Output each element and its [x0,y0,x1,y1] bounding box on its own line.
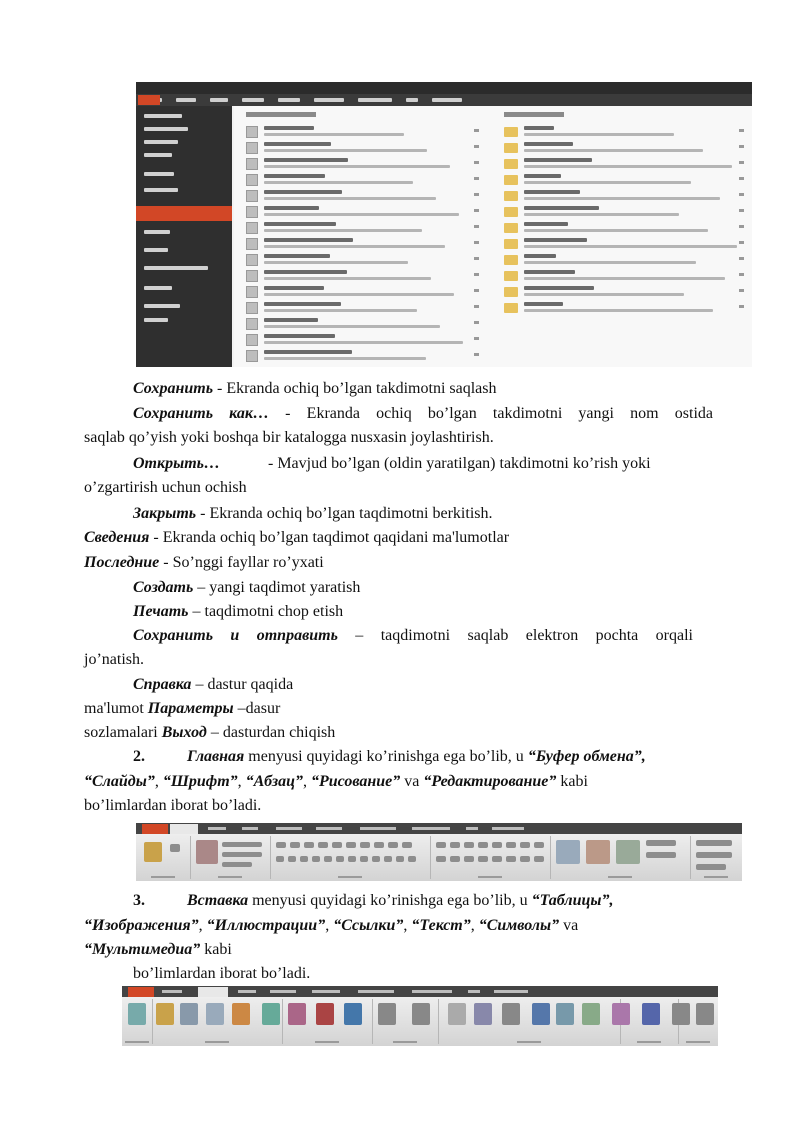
ribbon-button-icon [696,840,732,846]
file-name-line [264,174,325,178]
ribbon-button-icon [360,856,368,862]
pin-icon [474,177,479,180]
ribbon-button-icon [464,842,474,848]
ribbon-button-icon [612,1003,630,1025]
pin-icon [739,129,744,132]
folder-name-line [524,238,587,242]
ribbon-button-icon [582,1003,600,1025]
section-3-line1: Вставка menyusi quyidagi ko’rinishga ega bo’lib, u “Таблицы”, [187,892,614,909]
presentation-file-icon [246,174,258,186]
ribbon-button-icon [464,856,474,862]
item-save-as-line1: Сохранить как… - Ekranda ochiq bo’lgan takdimotni yangi nom ostida [133,405,713,422]
pin-icon [474,193,479,196]
ribbon-group-label [393,1041,417,1043]
ribbon-button-icon [506,842,516,848]
ribbon-group-label [608,876,632,878]
presentation-file-icon [246,254,258,266]
file-name-line [264,334,335,338]
folder-path-line [524,309,713,312]
folder-path-line [524,149,703,152]
folder-icon [504,207,518,217]
ribbon-button-icon [232,1003,250,1025]
file-path-line [264,133,404,136]
ribbon-button-icon [556,840,580,864]
ribbon-group-label [704,876,728,878]
folder-icon [504,191,518,201]
pin-icon [474,129,479,132]
ribbon-button-icon [374,842,384,848]
pin-icon [739,289,744,292]
pin-icon [474,337,479,340]
ribbon-button-icon [378,1003,396,1025]
ribbon-button-icon [312,856,320,862]
folder-name-line [524,222,568,226]
item-print: Печать – taqdimotni chop etish [133,603,344,620]
folder-name-line [524,142,573,146]
pin-icon [474,273,479,276]
item-open-term: Открыть… [133,455,220,472]
file-name-line [264,270,347,274]
pin-icon [474,321,479,324]
item-recent: Последние - So’nggi fayllar ro’yxati [84,554,324,571]
presentation-file-icon [246,270,258,282]
ribbon-button-icon [448,1003,466,1025]
presentation-file-icon [246,286,258,298]
pin-icon [739,305,744,308]
window-titlebar [136,82,752,94]
file-path-line [264,181,413,184]
ribbon-button-icon [556,1003,574,1025]
ribbon-group [430,836,551,879]
file-path-line [264,245,445,248]
item-open-line2: o’zgartirish uchun ochish [84,479,247,496]
section-2-number: 2. [133,748,145,765]
ribbon-button-icon [502,1003,520,1025]
presentation-file-icon [246,142,258,154]
folder-icon [504,239,518,249]
ribbon-group-label [686,1041,710,1043]
item-help: Справка – dastur qaqida [133,676,294,693]
pin-icon [739,225,744,228]
ribbon-button-icon [520,856,530,862]
file-path-line [264,293,454,296]
ribbon-button-icon [156,1003,174,1025]
file-path-line [264,277,431,280]
folder-name-line [524,174,561,178]
item-save: Сохранить - Ekranda ochiq bo’lgan takdimotni saqlash [133,380,497,397]
ribbon-button-icon [436,842,446,848]
presentation-file-icon [246,350,258,362]
ribbon-button-icon [300,856,308,862]
ribbon-button-icon [360,842,370,848]
ribbon-button-icon [586,840,610,864]
file-name-line [264,222,336,226]
ribbon-group-label [218,876,242,878]
pin-icon [739,209,744,212]
ribbon-button-icon [492,856,502,862]
file-path-line [264,357,426,360]
ribbon-button-icon [478,842,488,848]
folder-name-line [524,302,563,306]
file-path-line [264,229,422,232]
file-path-line [264,165,450,168]
presentation-file-icon [246,334,258,346]
backstage-screenshot [136,82,752,367]
ribbon-button-icon [128,1003,146,1025]
file-path-line [264,341,463,344]
presentation-file-icon [246,206,258,218]
file-name-line [264,142,331,146]
ribbon-button-icon [642,1003,660,1025]
section-3-line2: “Изображения”, “Иллюстрации”, “Ссылки”, “Текст”, “Символы” va [84,917,579,934]
pin-icon [739,161,744,164]
file-path-line [264,325,440,328]
insert-ribbon-screenshot [122,986,718,1046]
ribbon-button-icon [534,842,544,848]
ribbon-button-icon [222,862,252,867]
folder-name-line [524,158,592,162]
ribbon-button-icon [324,856,332,862]
ribbon-button-icon [696,852,732,858]
ribbon-button-icon [450,856,460,862]
folder-path-line [524,293,684,296]
folder-path-line [524,213,679,216]
folder-icon [504,127,518,137]
item-close: Закрыть - Ekranda ochiq bo’lgan taqdimotni berkitish. [133,505,493,522]
pin-icon [474,305,479,308]
ribbon-button-icon [520,842,530,848]
ribbon-group-label [637,1041,661,1043]
pin-icon [739,273,744,276]
ribbon-button-icon [408,856,416,862]
item-save-as-line2: saqlab qo’yish yoki boshqa bir katalogga nusxasin joylashtirish. [84,429,494,446]
presentation-file-icon [246,126,258,138]
ribbon-group-label [151,876,175,878]
ribbon-button-icon [222,842,262,847]
presentation-file-icon [246,302,258,314]
section-2-line3: bo’limlardan iborat bo’ladi. [84,797,262,814]
ribbon-button-icon [180,1003,198,1025]
folder-name-line [524,286,594,290]
folder-icon [504,255,518,265]
section-3-number: 3. [133,892,145,909]
ribbon-group-label [517,1041,541,1043]
ribbon-button-icon [436,856,446,862]
ribbon-button-icon [262,1003,280,1025]
ribbon-button-icon [672,1003,690,1025]
file-path-line [264,309,417,312]
ribbon-button-icon [696,864,726,870]
pin-icon [474,257,479,260]
ribbon-button-icon [372,856,380,862]
ribbon-button-icon [170,844,180,852]
ribbon-button-icon [276,842,286,848]
file-name-line [264,206,319,210]
folder-icon [504,143,518,153]
ribbon-button-icon [318,842,328,848]
recent-places-header [504,112,564,117]
pin-icon [474,161,479,164]
pin-icon [739,177,744,180]
presentation-file-icon [246,190,258,202]
presentation-file-icon [246,222,258,234]
ribbon-button-icon [478,856,488,862]
item-new: Создать – yangi taqdimot yaratish [133,579,361,596]
pin-icon [474,209,479,212]
ribbon-button-icon [396,856,404,862]
ribbon-button-icon [304,842,314,848]
folder-icon [504,271,518,281]
ribbon-button-icon [348,856,356,862]
folder-path-line [524,229,708,232]
folder-icon [504,287,518,297]
ribbon-button-icon [196,840,218,864]
pin-icon [474,353,479,356]
file-path-line [264,149,427,152]
file-name-line [264,158,348,162]
folder-name-line [524,126,554,130]
ribbon-button-icon [332,842,342,848]
home-ribbon-screenshot [136,823,742,881]
ribbon-button-icon [276,856,284,862]
ribbon-button-icon [506,856,516,862]
pin-icon [739,193,744,196]
file-name-line [264,350,352,354]
ribbon-group-label [478,876,502,878]
ribbon-button-icon [288,1003,306,1025]
ribbon-button-icon [696,1003,714,1025]
ribbon-button-icon [346,842,356,848]
pin-icon [739,257,744,260]
file-name-line [264,302,341,306]
recent-files-panel [234,106,752,367]
sidebar-selected-item [136,206,232,221]
item-info: Сведения - Ekranda ochiq bo’lgan taqdimot qaqidani ma'lumotlar [84,529,510,546]
folder-path-line [524,245,737,248]
ribbon-button-icon [288,856,296,862]
item-save-send-line1: Сохранить и отправить – taqdimotni saqlab elektron pochta orqali [133,627,694,644]
ribbon-button-icon [616,840,640,864]
folder-path-line [524,133,674,136]
ribbon-button-icon [222,852,262,857]
item-save-send-line2: jo’natish. [84,651,144,668]
file-path-line [264,197,436,200]
section-2-line2: “Слайды”, “Шрифт”, “Абзац”, “Рисование” va “Редактирование” kabi [84,773,588,790]
ribbon-group-label [338,876,362,878]
folder-path-line [524,181,691,184]
item-options: ma'lumot Параметры –dasur [84,700,281,717]
file-path-line [264,261,408,264]
presentation-file-icon [246,318,258,330]
ribbon-group-label [125,1041,149,1043]
ribbon-button-icon [290,842,300,848]
folder-icon [504,223,518,233]
recent-presentations-header [246,112,316,117]
pin-icon [739,241,744,244]
item-exit: sozlamalari Выход – dasturdan chiqish [84,724,336,741]
folder-name-line [524,254,556,258]
ribbon-button-icon [388,842,398,848]
folder-path-line [524,261,696,264]
file-name-line [264,238,353,242]
folder-path-line [524,165,732,168]
folder-icon [504,175,518,185]
pin-icon [474,289,479,292]
file-name-line [264,318,318,322]
ribbon-group-label [315,1041,339,1043]
ribbon-button-icon [402,842,412,848]
folder-name-line [524,206,599,210]
presentation-file-icon [246,158,258,170]
pin-icon [474,241,479,244]
ribbon-button-icon [384,856,392,862]
file-name-line [264,286,324,290]
ribbon-button-icon [412,1003,430,1025]
file-name-line [264,190,342,194]
folder-name-line [524,190,580,194]
ribbon-button-icon [316,1003,334,1025]
folder-name-line [524,270,575,274]
ribbon-button-icon [646,840,676,846]
section-3-line3: “Мультимедиа” kabi [84,941,232,958]
pin-icon [739,145,744,148]
ribbon-button-icon [532,1003,550,1025]
ribbon-tab-strip [136,94,752,106]
file-tab [138,95,160,105]
folder-icon [504,303,518,313]
pin-icon [474,145,479,148]
ribbon-button-icon [344,1003,362,1025]
file-name-line [264,126,314,130]
ribbon-button-icon [336,856,344,862]
folder-path-line [524,277,725,280]
ribbon-button-icon [450,842,460,848]
folder-icon [504,159,518,169]
file-path-line [264,213,459,216]
ribbon-button-icon [474,1003,492,1025]
section-3-line4: bo’limlardan iborat bo’ladi. [133,965,311,982]
ribbon-button-icon [206,1003,224,1025]
section-2-line1: Главная menyusi quyidagi ko’rinishga ega bo’lib, u “Буфер обмена”, [187,748,646,765]
ribbon-button-icon [534,856,544,862]
ribbon-button-icon [492,842,502,848]
backstage-sidebar [136,106,232,367]
folder-path-line [524,197,720,200]
presentation-file-icon [246,238,258,250]
ribbon-group-label [205,1041,229,1043]
ribbon-button-icon [144,842,162,862]
pin-icon [474,225,479,228]
ribbon-button-icon [646,852,676,858]
file-name-line [264,254,330,258]
item-open-line1: - Mavjud bo’lgan (oldin yaratilgan) takdimotni ko’rish yoki [268,455,651,472]
